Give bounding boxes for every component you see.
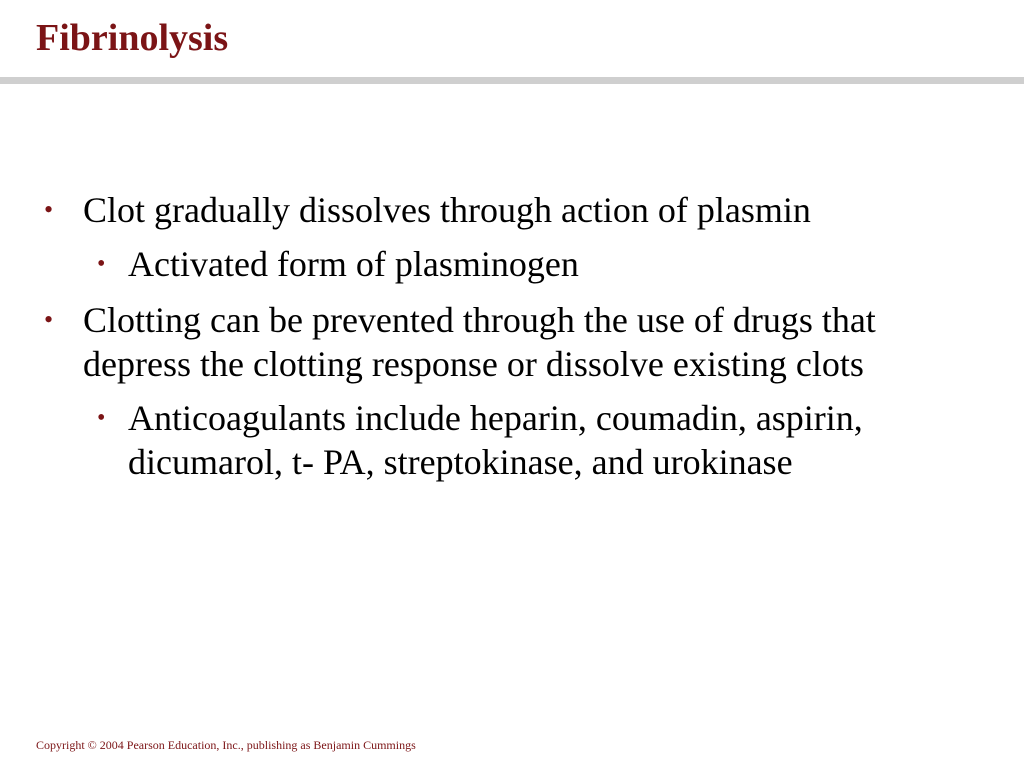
bullet-icon: •: [44, 195, 54, 224]
sub-bullet-item: [44, 396, 944, 484]
bullet-text: Anticoagulants include heparin, coumadin, aspirin, dicumarol, t- PA, streptokinase, and urokinase: [128, 398, 863, 482]
bullet-item: [44, 188, 944, 232]
bullet-text: Clot gradually dissolves through action of plasmin: [83, 190, 811, 230]
bullet-icon: •: [44, 305, 54, 334]
copyright-footer: Copyright © 2004 Pearson Education, Inc., publishing as Benjamin Cummings: [36, 738, 416, 752]
bullet-icon: •: [97, 405, 106, 431]
title-divider: [0, 77, 1024, 84]
slide-title: Fibrinolysis: [36, 17, 229, 59]
bullet-item: [44, 298, 944, 386]
sub-bullet-item: [44, 242, 944, 286]
bullet-text: Activated form of plasminogen: [128, 244, 579, 284]
bullet-list: [44, 188, 944, 496]
bullet-text: Clotting can be prevented through the use of drugs that depress the clotting response or dissolve existing clots: [83, 300, 876, 384]
bullet-icon: •: [97, 251, 106, 277]
